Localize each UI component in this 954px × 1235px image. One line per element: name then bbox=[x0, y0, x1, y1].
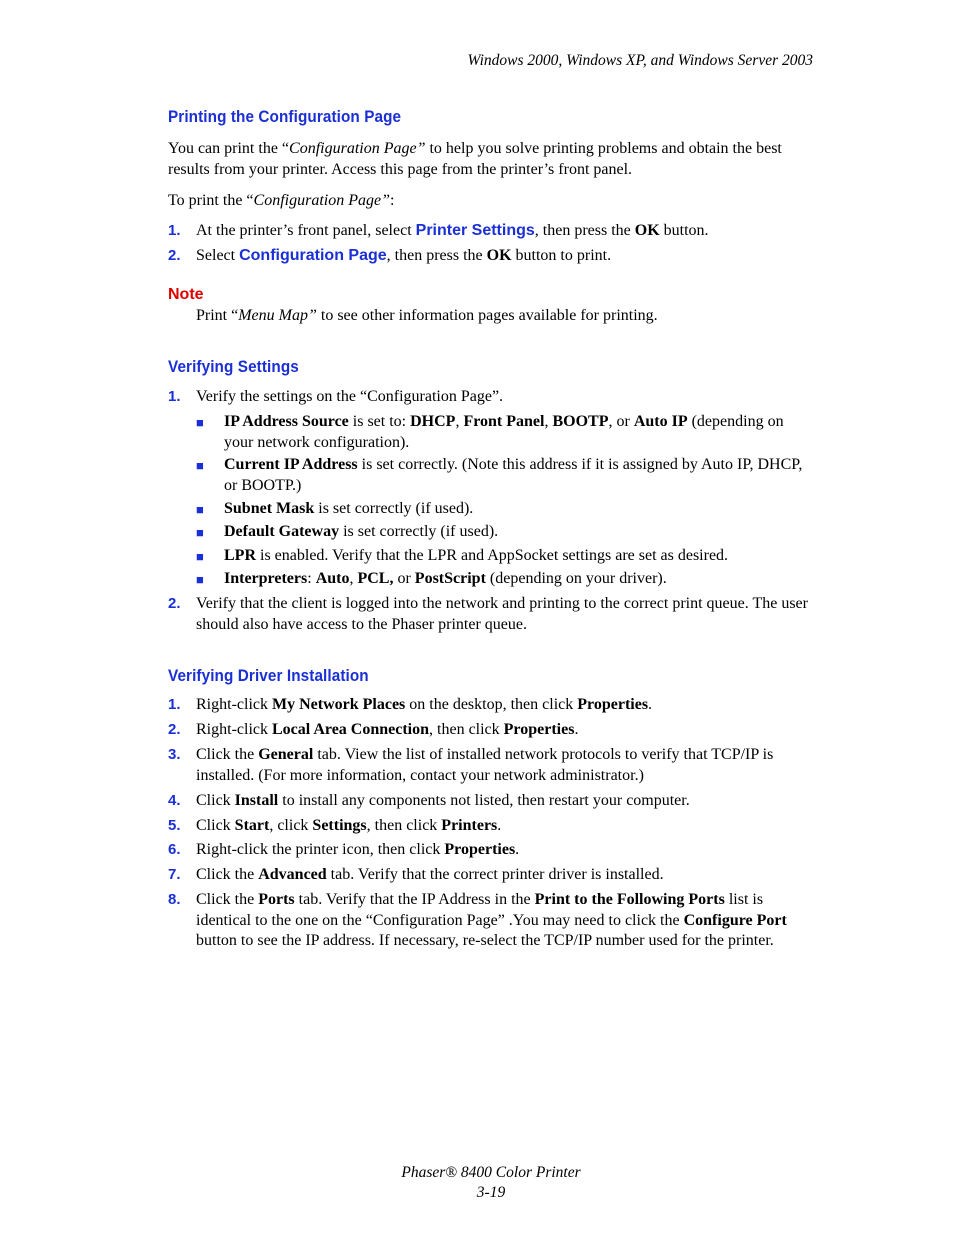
text-run: Configuration Page” bbox=[253, 192, 390, 209]
step-text bbox=[196, 745, 818, 786]
step-text bbox=[196, 246, 818, 267]
bold-term: Properties bbox=[577, 696, 649, 713]
ui-label: Printer Settings bbox=[415, 222, 535, 239]
step-text bbox=[196, 840, 818, 861]
bold-term: IP Address Source bbox=[224, 413, 349, 430]
bullet-icon: ■ bbox=[196, 572, 204, 587]
text-run: At the printer’s front panel, select bbox=[196, 222, 416, 239]
text-run: , bbox=[544, 413, 553, 430]
text-run: on the desktop, then click bbox=[405, 696, 578, 713]
bold-term: OK bbox=[634, 222, 660, 239]
text-run: , or bbox=[608, 413, 634, 430]
step-number: 2. bbox=[168, 721, 181, 738]
step-text bbox=[196, 865, 818, 886]
bold-term: Print to the Following Ports bbox=[534, 891, 725, 908]
bullet-icon: ■ bbox=[196, 549, 204, 564]
running-header: Windows 2000, Windows XP, and Windows Server 2003 bbox=[467, 52, 813, 69]
bold-term: Printers bbox=[441, 817, 498, 834]
section-title-verifying-driver: Verifying Driver Installation bbox=[168, 666, 369, 685]
bold-term: Default Gateway bbox=[224, 523, 340, 540]
step-text bbox=[196, 221, 818, 242]
note-label: Note bbox=[168, 286, 204, 303]
bold-term: PostScript bbox=[414, 570, 486, 587]
text-run: . bbox=[648, 696, 653, 713]
text-run: is set to: bbox=[348, 413, 411, 430]
text-run: , then press the bbox=[386, 247, 487, 264]
text-run: Verify that the client is logged into the network and printing to the correct print queue. The user should also have access to the Phaser printer queue. bbox=[196, 595, 808, 633]
text-run: button. bbox=[659, 222, 709, 239]
text-run: , then press the bbox=[534, 222, 635, 239]
text-run: . bbox=[497, 817, 502, 834]
text-run: , then click bbox=[366, 817, 442, 834]
step-text bbox=[196, 816, 818, 837]
text-run: Verify the settings on the “Configuration Page”. bbox=[196, 388, 504, 405]
text-run: to install any components not listed, then restart your computer. bbox=[278, 792, 690, 809]
page-footer bbox=[0, 1163, 954, 1203]
text-run: is set correctly (if used). bbox=[314, 500, 474, 517]
bold-term: Advanced bbox=[258, 866, 327, 883]
step-text bbox=[196, 791, 818, 812]
text-run: Right-click bbox=[196, 696, 272, 713]
text-run: button to see the IP address. If necessary, re-select the TCP/IP number used for the printer. bbox=[196, 932, 774, 949]
text-run: Select bbox=[196, 247, 240, 264]
bold-term: Ports bbox=[258, 891, 295, 908]
text-run: to see other information pages available for printing. bbox=[316, 307, 658, 324]
step-number: 1. bbox=[168, 222, 181, 239]
text-run: : bbox=[389, 192, 395, 209]
bold-term: Subnet Mask bbox=[224, 500, 315, 517]
text-run: Click bbox=[196, 792, 235, 809]
step-number: 2. bbox=[168, 595, 181, 612]
text-run: : bbox=[307, 570, 316, 587]
step-number: 2. bbox=[168, 247, 181, 264]
text-run: Print “ bbox=[196, 307, 239, 324]
bullet-item bbox=[224, 455, 809, 496]
bullet-item bbox=[224, 412, 809, 453]
bold-term: OK bbox=[486, 247, 512, 264]
text-run: (depending on your network configuration). bbox=[224, 413, 784, 451]
step-text bbox=[196, 594, 818, 635]
bullet-icon: ■ bbox=[196, 502, 204, 517]
step-number: 7. bbox=[168, 866, 181, 883]
bold-term: DHCP bbox=[410, 413, 456, 430]
step-number: 5. bbox=[168, 817, 181, 834]
bold-term: General bbox=[258, 746, 314, 763]
to-print-paragraph bbox=[168, 190, 818, 211]
text-run: , click bbox=[269, 817, 313, 834]
section-title-verifying-settings: Verifying Settings bbox=[168, 357, 299, 376]
text-run: Right-click bbox=[196, 721, 272, 738]
bold-term: Install bbox=[234, 792, 279, 809]
text-run: is enabled. Verify that the LPR and AppSocket settings are set as desired. bbox=[256, 547, 729, 564]
section-title-configuration-page: Printing the Configuration Page bbox=[168, 107, 402, 126]
page-number: 3-19 bbox=[476, 1184, 506, 1201]
bullet-icon: ■ bbox=[196, 458, 204, 473]
step-number: 8. bbox=[168, 891, 181, 908]
bullet-icon: ■ bbox=[196, 525, 204, 540]
bold-term: Settings bbox=[312, 817, 367, 834]
bold-term: Auto bbox=[315, 570, 350, 587]
bold-term: BOOTP bbox=[552, 413, 609, 430]
step-text bbox=[196, 720, 818, 741]
bullet-icon: ■ bbox=[196, 415, 204, 430]
step-number: 3. bbox=[168, 746, 181, 763]
text-run: To print the “ bbox=[168, 192, 254, 209]
step-number: 4. bbox=[168, 792, 181, 809]
bold-term: Interpreters bbox=[224, 570, 308, 587]
text-run: , then click bbox=[429, 721, 504, 738]
note-text bbox=[196, 306, 818, 327]
text-run: is set correctly (if used). bbox=[339, 523, 499, 540]
text-run: Click the bbox=[196, 866, 259, 883]
bold-term: My Network Places bbox=[271, 696, 406, 713]
bold-term: Start bbox=[234, 817, 270, 834]
text-run: . bbox=[515, 841, 520, 858]
text-run: list is identical to the one on the “Configuration Page” .You may need to click the bbox=[196, 891, 764, 929]
text-run: (depending on your driver). bbox=[485, 570, 667, 587]
bold-term: Auto IP bbox=[633, 413, 688, 430]
text-run: or bbox=[393, 570, 415, 587]
text-run: to help you solve printing problems and obtain the best results from your printer. Access this page from the printer’s front panel. bbox=[168, 140, 782, 178]
text-run: Right-click the printer icon, then click bbox=[196, 841, 445, 858]
text-run: tab. Verify that the correct printer driver is installed. bbox=[326, 866, 664, 883]
bullet-item bbox=[224, 546, 809, 567]
text-run: Configuration Page” bbox=[289, 140, 426, 157]
bold-term: Front Panel bbox=[463, 413, 545, 430]
step-number: 1. bbox=[168, 388, 181, 405]
text-run: Click bbox=[196, 817, 235, 834]
text-run: . bbox=[574, 721, 579, 738]
step-text bbox=[196, 695, 818, 716]
bullet-item bbox=[224, 499, 809, 520]
step-number: 1. bbox=[168, 696, 181, 713]
text-run: Click the bbox=[196, 891, 259, 908]
bold-term: Current IP Address bbox=[224, 456, 358, 473]
text-run: Click the bbox=[196, 746, 259, 763]
ui-label: Configuration Page bbox=[239, 247, 387, 264]
footer-product: Phaser® 8400 Color Printer bbox=[401, 1164, 581, 1181]
step-text bbox=[196, 387, 818, 408]
bold-term: PCL, bbox=[357, 570, 394, 587]
bullet-item bbox=[224, 522, 809, 543]
text-run: Menu Map” bbox=[238, 307, 317, 324]
bold-term: Configure Port bbox=[683, 911, 787, 929]
bold-term: Properties bbox=[503, 721, 575, 738]
text-run: button to print. bbox=[511, 247, 612, 264]
text-run: , bbox=[349, 570, 358, 587]
bold-term: Properties bbox=[444, 841, 516, 858]
text-run: tab. View the list of installed network protocols to verify that TCP/IP is installed. (For more information, contact your network administrator.) bbox=[196, 746, 774, 784]
intro-paragraph bbox=[168, 138, 818, 180]
bullet-item bbox=[224, 569, 809, 590]
text-run: You can print the “ bbox=[168, 140, 290, 157]
text-run: is set correctly. (Note this address if it is assigned by Auto IP, DHCP, or BOOTP.) bbox=[224, 456, 803, 494]
text-run: , bbox=[455, 413, 464, 430]
bold-term: LPR bbox=[224, 547, 256, 564]
step-number: 6. bbox=[168, 841, 181, 858]
text-run: tab. Verify that the IP Address in the bbox=[294, 891, 535, 908]
step-text bbox=[196, 890, 818, 952]
bold-term: Local Area Connection bbox=[271, 721, 430, 738]
